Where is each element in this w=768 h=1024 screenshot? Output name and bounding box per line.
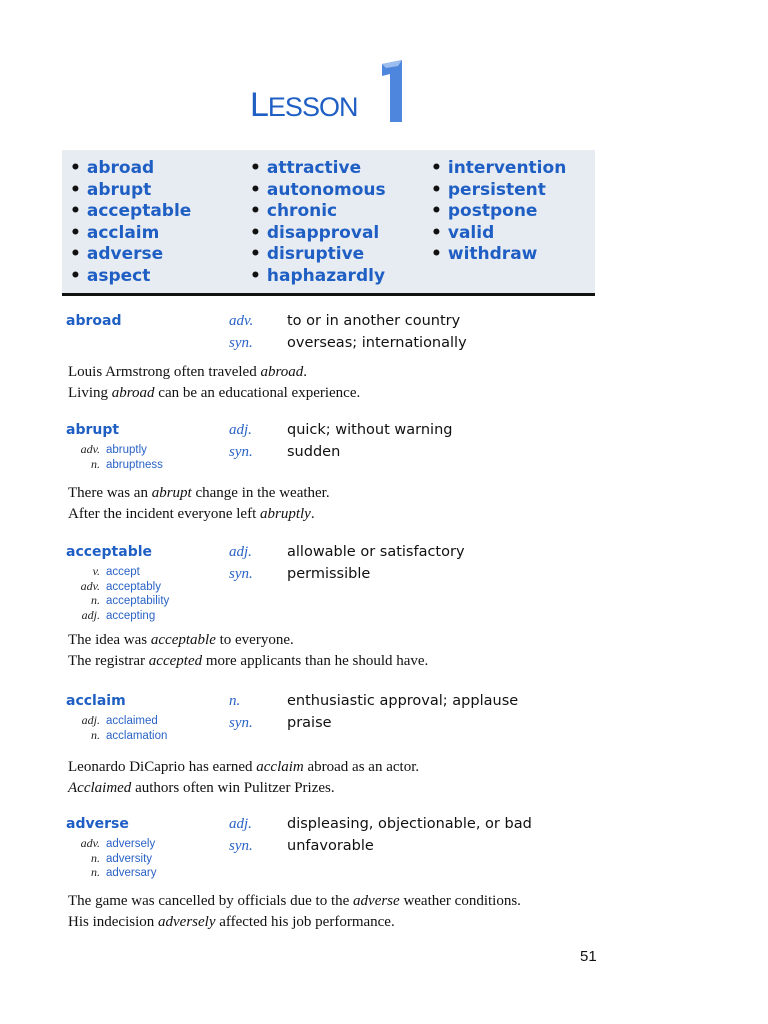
bullet: •	[70, 222, 81, 243]
synonym-label: syn.	[229, 335, 253, 351]
word-list-column-3	[431, 158, 566, 266]
word-form-pos: adv.	[80, 578, 100, 593]
word-form-pos: n.	[91, 727, 100, 742]
word-list-item	[70, 158, 191, 180]
word-list-word: withdraw	[447, 244, 538, 264]
examples	[68, 362, 548, 404]
word-list-item	[250, 266, 386, 288]
word-form	[66, 442, 163, 457]
word-form	[66, 865, 157, 880]
example-keyword: adversely	[158, 914, 216, 930]
example-sentence: The game was cancelled by officials due to the adverse weather conditions.	[68, 893, 521, 909]
lesson-title-rest: ESSON	[267, 92, 358, 122]
word-form	[66, 713, 167, 728]
bullet: •	[70, 265, 81, 286]
bullet: •	[250, 222, 261, 243]
word-form	[66, 579, 169, 594]
synonym-row	[229, 444, 452, 466]
word-list-word: acclaim	[86, 222, 160, 243]
word-form-pos: n.	[91, 593, 100, 607]
synonym-label: syn.	[229, 838, 253, 854]
word-list-word: autonomous	[266, 179, 386, 200]
word-form	[66, 593, 169, 608]
examples	[68, 891, 548, 933]
word-form-word: accepting	[106, 609, 156, 622]
word-list-item	[250, 201, 386, 223]
word-form	[66, 564, 169, 579]
word-form-pos: adv.	[80, 836, 100, 850]
word-form-word: acclamation	[106, 729, 168, 742]
definition-block	[229, 422, 452, 466]
word-form	[66, 728, 167, 743]
lesson-title	[250, 86, 357, 125]
word-list-item	[70, 266, 191, 288]
word-list-word: aspect	[86, 265, 151, 286]
word-list-item	[70, 180, 191, 202]
bullet: •	[250, 265, 261, 286]
examples	[68, 483, 548, 525]
word-list-word: abroad	[86, 158, 155, 178]
word-form-pos: n.	[91, 850, 100, 865]
example-keyword: acclaim	[256, 759, 304, 775]
synonyms: overseas; internationally	[287, 335, 467, 351]
definition: allowable or satisfactory	[287, 544, 465, 560]
word-list-item	[250, 158, 386, 180]
headword: adverse	[66, 816, 129, 832]
word-list-word: disruptive	[266, 244, 365, 264]
word-list-item	[250, 223, 386, 245]
part-of-speech: adj.	[229, 816, 252, 832]
bullet: •	[70, 179, 81, 200]
word-forms	[66, 564, 169, 622]
definition-block	[229, 693, 518, 737]
headword: acclaim	[66, 693, 126, 709]
bullet: •	[70, 244, 81, 264]
examples	[68, 757, 548, 799]
example-sentence: There was an abrupt change in the weather.	[68, 485, 330, 501]
word-list-column-2	[250, 158, 386, 287]
word-list-item	[431, 180, 566, 202]
word-list-word: haphazardly	[266, 265, 386, 286]
example-keyword: abrupt	[151, 485, 192, 501]
word-list-word: attractive	[266, 158, 362, 178]
definition: enthusiastic approval; applause	[287, 693, 519, 709]
word-form-pos: v.	[92, 564, 100, 578]
word-forms	[66, 713, 167, 742]
definition-row	[229, 816, 532, 838]
synonym-row	[229, 715, 518, 737]
word-form-pos: adv.	[80, 442, 100, 456]
word-form-pos: adj.	[81, 607, 100, 622]
word-form-word: adversely	[106, 838, 156, 850]
example-sentence: Acclaimed authors often win Pulitzer Prizes.	[68, 780, 335, 796]
headword: acceptable	[66, 544, 153, 560]
word-list-column-1	[70, 158, 191, 287]
word-form	[66, 851, 157, 866]
synonym-row	[229, 838, 532, 860]
example-sentence: The registrar accepted more applicants than he should have.	[68, 653, 429, 669]
synonym-row	[229, 566, 465, 588]
word-form-pos: adj.	[81, 713, 100, 727]
word-list-item	[431, 223, 566, 245]
word-form-word: abruptly	[106, 444, 147, 456]
lesson-title-initial: L	[250, 86, 268, 124]
bullet: •	[431, 222, 442, 243]
example-sentence: Living abroad can be an educational experience.	[68, 385, 361, 401]
part-of-speech: n.	[229, 693, 241, 709]
part-of-speech: adj.	[229, 422, 252, 438]
synonym-row	[229, 335, 467, 357]
word-list-item	[250, 180, 386, 202]
example-keyword: abroad	[111, 385, 155, 401]
word-list-word: valid	[447, 222, 495, 243]
word-list-item	[70, 244, 191, 266]
example-keyword: adverse	[353, 893, 400, 909]
examples	[68, 630, 548, 672]
synonyms: praise	[287, 715, 332, 731]
word-form-word: adversary	[106, 867, 157, 879]
definition: quick; without warning	[287, 422, 453, 438]
word-form-word: accept	[106, 566, 140, 578]
word-form-word: adversity	[106, 852, 153, 865]
example-sentence: His indecision adversely affected his job performance.	[68, 914, 395, 930]
bullet: •	[250, 201, 261, 221]
definition-block	[229, 544, 465, 588]
definition-row	[229, 422, 452, 444]
word-list-word: disapproval	[266, 222, 380, 243]
word-list-word: intervention	[447, 158, 567, 178]
synonyms: permissible	[287, 566, 371, 582]
lesson-number	[376, 60, 404, 122]
synonym-label: syn.	[229, 444, 253, 460]
word-form	[66, 608, 169, 623]
word-list-item	[431, 201, 566, 223]
headword: abroad	[66, 313, 122, 329]
word-list-word: chronic	[266, 201, 338, 221]
example-keyword: abruptly	[260, 506, 311, 522]
word-form-word: acclaimed	[106, 715, 158, 727]
word-list-item	[70, 201, 191, 223]
definition-row	[229, 313, 467, 335]
page-number: 51	[580, 948, 597, 965]
example-sentence: After the incident everyone left abruptly.	[68, 506, 315, 522]
bullet: •	[250, 158, 261, 178]
synonyms: unfavorable	[287, 838, 374, 854]
bullet: •	[70, 201, 81, 221]
bullet: •	[431, 244, 442, 264]
bullet: •	[250, 244, 261, 264]
bullet: •	[431, 201, 442, 221]
word-list-word: adverse	[86, 244, 164, 264]
bullet: •	[431, 158, 442, 178]
word-form-word: acceptability	[106, 595, 170, 607]
synonym-label: syn.	[229, 566, 253, 582]
definition-row	[229, 693, 518, 715]
example-keyword: acceptable	[150, 632, 216, 648]
word-list-rule	[62, 293, 595, 296]
word-forms	[66, 836, 157, 880]
definition: displeasing, objectionable, or bad	[287, 816, 532, 832]
example-keyword: Acclaimed	[68, 780, 132, 796]
word-list-word: postpone	[447, 201, 538, 221]
word-form-pos: n.	[91, 456, 100, 471]
definition-block	[229, 816, 532, 860]
word-list-item	[70, 223, 191, 245]
bullet: •	[431, 179, 442, 200]
word-list-item	[431, 244, 566, 266]
example-sentence: Louis Armstrong often traveled abroad.	[68, 364, 307, 380]
word-list-item	[250, 244, 386, 266]
definition: to or in another country	[287, 313, 461, 329]
word-form-word: abruptness	[106, 458, 163, 471]
word-forms	[66, 442, 163, 471]
word-form-pos: n.	[91, 865, 100, 879]
headword: abrupt	[66, 422, 120, 438]
bullet: •	[250, 179, 261, 200]
part-of-speech: adv.	[229, 313, 254, 329]
word-list-word: persistent	[447, 179, 546, 200]
example-sentence: The idea was acceptable to everyone.	[68, 632, 294, 648]
synonyms: sudden	[287, 444, 341, 460]
word-form-word: acceptably	[106, 580, 161, 593]
example-keyword: abroad	[260, 364, 304, 380]
example-keyword: accepted	[148, 653, 203, 669]
word-list-item	[431, 158, 566, 180]
word-list-word: acceptable	[86, 201, 192, 221]
example-sentence: Leonardo DiCaprio has earned acclaim abroad as an actor.	[68, 759, 420, 775]
word-form	[66, 836, 157, 851]
word-list-word: abrupt	[86, 179, 152, 200]
part-of-speech: adj.	[229, 544, 252, 560]
definition-block	[229, 313, 467, 357]
definition-row	[229, 544, 465, 566]
bullet: •	[70, 158, 81, 178]
synonym-label: syn.	[229, 715, 253, 731]
word-form	[66, 457, 163, 472]
